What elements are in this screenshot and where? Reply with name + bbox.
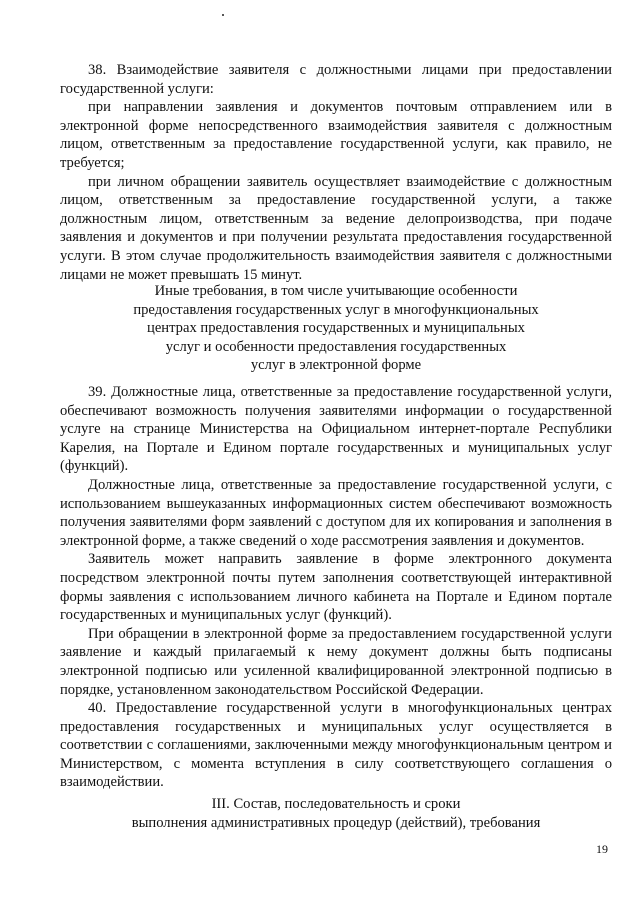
paragraph-personal-visit: при личном обращении заявитель осуществляет взаимодействие с должностным лицом, ответственным за предоставление государственной услуги, а также должностным лицом, ответственным за ведение делопроизводства, при подаче заявления и документов и при получении результата предоставления государственной услуги. В этом случае продолжительность взаимодействия заявителя с должностными лицами не может превышать 15 минут. [60,173,612,283]
heading-line: услуг и особенности предоставления государственных [165,338,507,355]
section-heading-other-requirements [80,282,592,375]
page-number: 19 [596,842,608,856]
heading-line: III. Состав, последовательность и сроки [211,796,461,812]
section-38-text [60,61,612,284]
scan-speck [222,14,224,16]
heading-line: предоставления государственных услуг в многофункциональных [133,301,539,318]
paragraph-40: 40. Предоставление государственной услуги в многофункциональных центрах предоставления государственных и муниципальных услуг осуществляется в соответствии с соглашениями, заключенными между многофункциональным центром и Министерством, с момента вступления в силу соответствующего соглашения о взаимодействии. [60,700,612,791]
heading-line: выполнения административных процедур (действий), требования [131,814,541,831]
paragraph-39: 39. Должностные лица, ответственные за предоставление государственной услуги, обеспечивают возможность получения заявителями информации о государственной услуге на странице Министерства на Официальном интернет-портале Республики Карелия, на Портале и Едином портале государственных и муниципальных услуг (функций). [60,384,612,475]
heading-line: Иные требования, в том числе учитывающие особенности [154,283,518,299]
section-heading-iii [80,795,592,832]
paragraph-electronic-submission: Заявитель может направить заявление в форме электронного документа посредством электронной почты путем заполнения соответствующей интерактивной формы заявления с использованием личного кабинета на Портале и Едином портале государственных и муниципальных услуг (функций). [60,551,612,624]
section-39-40-text [60,383,612,792]
heading-line: услуг в электронной форме [250,357,422,374]
paragraph-38: 38. Взаимодействие заявителя с должностными лицами при предоставлении государственной услуги: [60,62,612,97]
heading-line: центрах предоставления государственных и муниципальных [147,320,525,337]
paragraph-electronic-signature: При обращении в электронной форме за предоставлением государственной услуги заявление и каждый прилагаемый к нему документ должны быть подписаны электронной подписью или усиленной квалифицированной электронной подписью в порядке, установленном законодательством Российской Федерации. [60,625,612,698]
paragraph-officials-forms: Должностные лица, ответственные за предоставление государственной услуги, с использованием вышеуказанных информационных систем обеспечивают возможность получения заявителями форм заявлений с доступом для их копирования и заполнения в электронной форме, а также сведений о ходе рассмотрения заявления и документов. [60,476,612,549]
paragraph-postal-submission: при направлении заявления и документов почтовым отправлением или в электронной форме непосредственного взаимодействия заявителя с должностным лицом, ответственным за предоставление государственной услуги, как правило, не требуется; [60,99,612,171]
